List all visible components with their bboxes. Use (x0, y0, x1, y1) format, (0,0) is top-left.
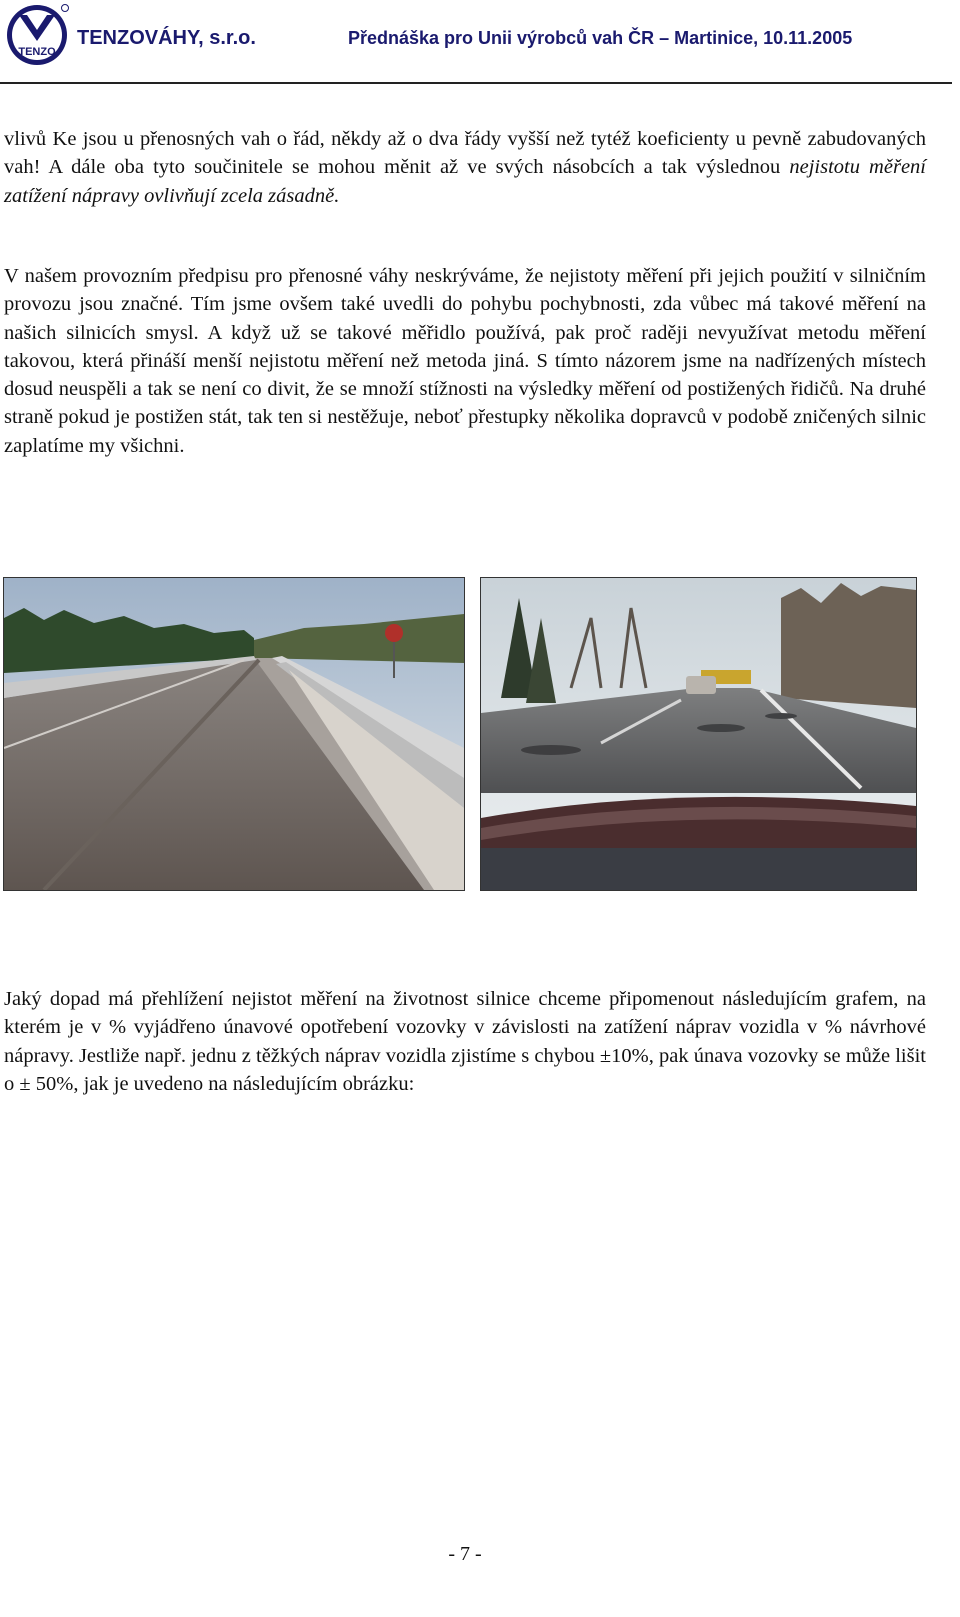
damaged-road-photo (480, 577, 917, 891)
paragraph-1-text: vlivů Ke jsou u přenosných vah o řád, někdy až o dva řády vyšší než tytéž koeficienty u pevně zabudovaných vah! A dále oba tyto součinitele se mohou měnit až ve svých násobcích a tak výslednou (4, 128, 926, 179)
paragraph-3: Jaký dopad má přehlížení nejistot měření na životnost silnice chceme připomenout následujícím grafem, na kterém je v % vyjádřeno únavové opotřebení vozovky v závislosti na zatížení náprav vozidla v % návrhové nápravy. Jestliže např. jednu z těžkých náprav vozidla zjistíme s chybou ±10%, pak únava vozovky se může lišit o ± 50%, jak je uvedeno na následujícím obrázku: (4, 988, 926, 1095)
logo-text: TENZO (18, 46, 56, 58)
company-name: TENZOVÁHY, s.r.o. (77, 27, 256, 49)
highway-road-photo (3, 577, 465, 891)
lecture-title: Přednáška pro Unii výrobců vah ČR – Martinice, 10.11.2005 (348, 28, 853, 48)
paragraph-1 (4, 125, 926, 210)
header-divider (0, 82, 952, 84)
page-number: - 7 - (448, 1543, 482, 1565)
paragraph-2: V našem provozním předpisu pro přenosné váhy neskrýváme, že nejistoty měření při jejich použití v silničním provozu jsou značné. Tím jsme ovšem také uvedli do pohybu pochybnosti, zda vůbec má takové měření na našich silnicích smysl. A když už se takové měřidlo používá, pak proč raději nevyužívat metodu měření takovou, která přináší menší nejistotu měření než metoda jiná. S tímto názorem jsme na nadřízených místech dosud neuspěli a tak se není co divit, že se množí stížnosti na výsledky měření od postižených řidičů. Na druhé straně pokud je postižen stát, tak ten si nestěžuje, neboť přestupky několika dopravců v podobě zničených silnic zaplatíme my všichni. (4, 265, 926, 457)
page-header (0, 0, 960, 84)
paragraph-1-emphasis: nejistotu měření zatížení nápravy ovlivňují zcela zásadně. (4, 156, 926, 207)
tenzo-logo (5, 3, 69, 67)
